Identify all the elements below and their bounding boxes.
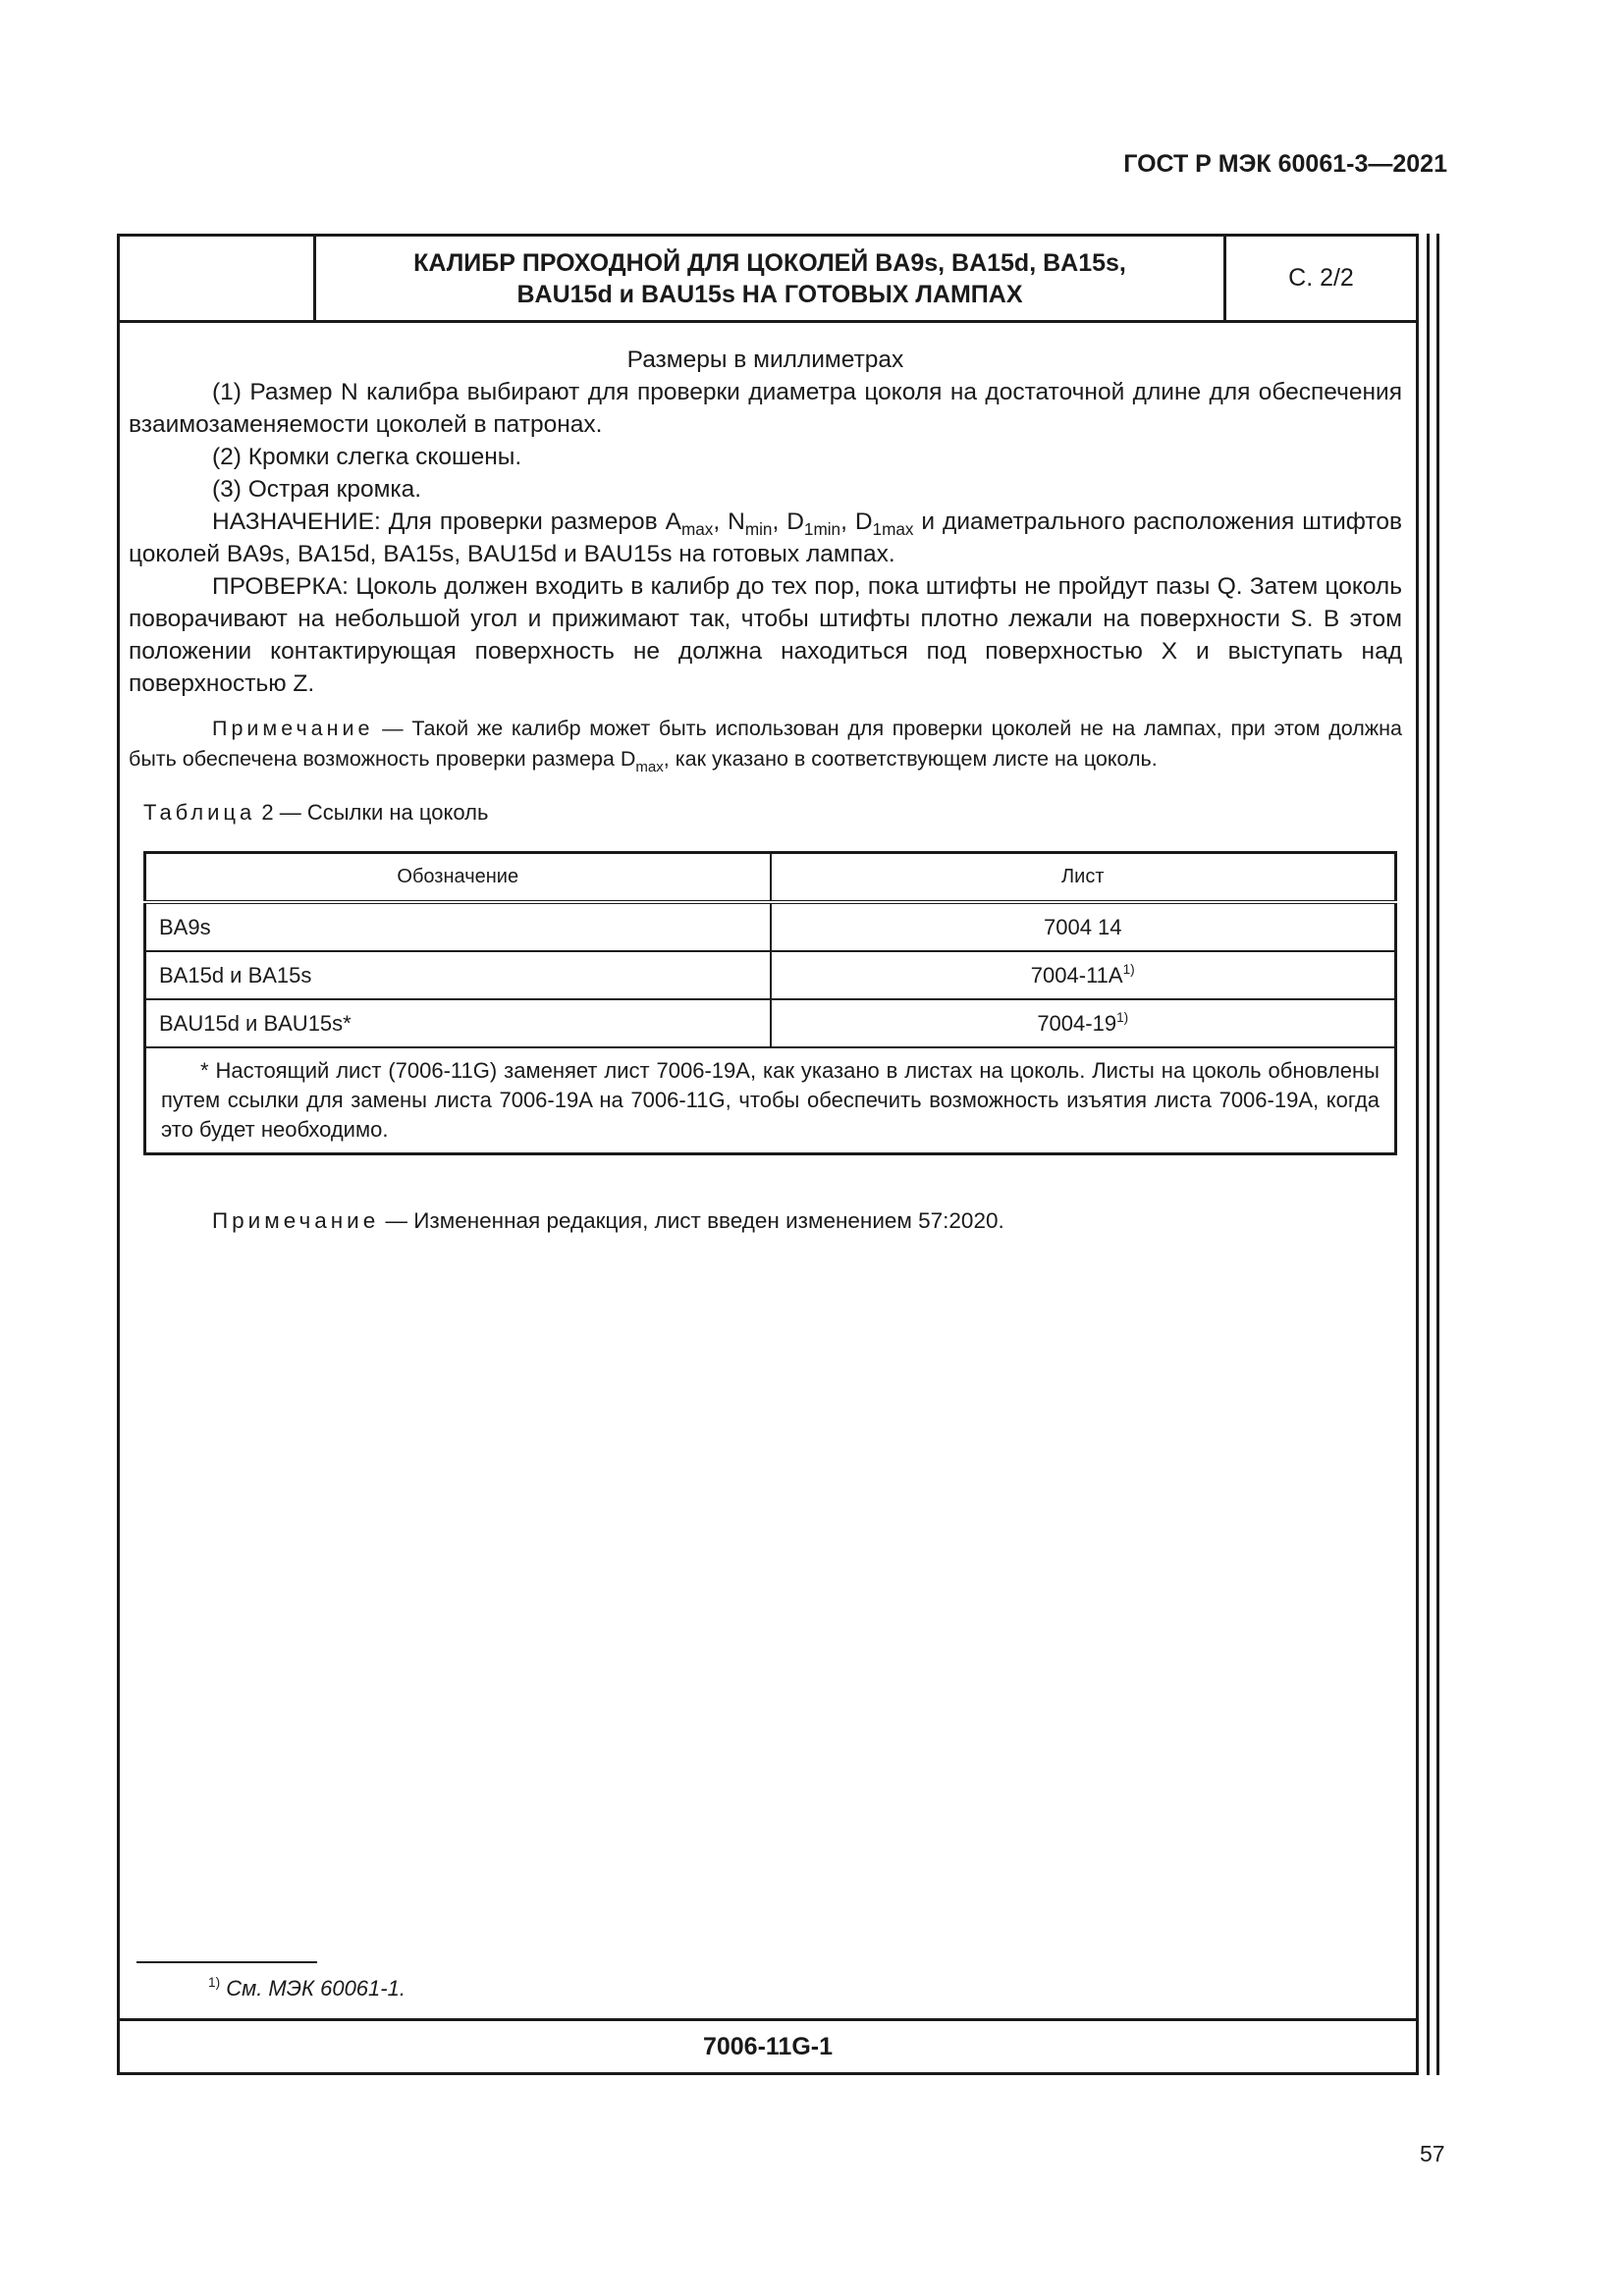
sheet-page-indicator: С. 2/2 (1288, 264, 1354, 292)
title-block-empty-cell (120, 237, 316, 320)
designation-cell: BA15d и BA15s (145, 951, 771, 999)
title-block (120, 237, 1416, 323)
table-caption: Таблица 2 — Ссылки на цоколь (143, 800, 489, 825)
table-row (145, 999, 1396, 1047)
column-header-designation: Обозначение (145, 853, 771, 903)
footnote-separator (136, 1961, 317, 1963)
remark-2: (2) Кромки слегка скошены. (212, 444, 522, 470)
note-paragraph: Примечание — Такой же калибр может быть использован для проверки цоколей не на лампах, при этом должна быть обеспечена возможность проверки размера $D_{max}$, как указано в соответствующем листе на цоколь. (129, 717, 1402, 775)
check-paragraph: ПРОВЕРКА: Цоколь должен входить в калибр до тех пор, пока штифты не пройдут пазы Q. Затем цоколь поворачивают на небольшой угол и прижимают так, чтобы штифты плотно лежали на поверхности S. В этом положении контактирующая поверхность не должна находиться под поверхностью X и выступать над поверхностью Z. (129, 573, 1402, 697)
purpose-paragraph: НАЗНАЧЕНИЕ: Для проверки размеров $A_{max}$, $N_{min}$, $D_{1min}$, $D_{1max}$ и диаметрального расположения штифтов цоколей BA9s, BA15d, BA15s, BAU15d и BAU15s на готовых лампах. (129, 508, 1402, 567)
footnote: $^{1)}$ См. МЭК 60061-1. (208, 1975, 406, 2001)
frame-double-rule-inner (1427, 234, 1430, 2075)
sheet-title-line1: КАЛИБР ПРОХОДНОЙ ДЛЯ ЦОКОЛЕЙ BA9s, BA15d, BA15s, (413, 248, 1126, 277)
table-footnote-row (145, 1047, 1396, 1154)
sheet-cell: 7004-19$^{1)}$ (771, 999, 1396, 1047)
designation-cell: BAU15d и BAU15s* (145, 999, 771, 1047)
standard-number: ГОСТ Р МЭК 60061-3—2021 (1123, 150, 1447, 178)
table-footnote: * Настоящий лист (7006-11G) заменяет лист 7006-19A, как указано в листах на цоколь. Листы на цоколь обновлены путем ссылки для замены листа 7006-19A на 7006-11G, чтобы обеспечить возможность изъятия листа 7006-19A, когда это будет необходимо. (145, 1047, 1396, 1154)
amendment-note: Примечание — Измененная редакция, лист введен изменением 57:2020. (212, 1208, 1004, 1233)
base-reference-table (143, 851, 1397, 1155)
sheet-frame (117, 234, 1419, 2075)
sheet-number: 7006-11G-1 (120, 2018, 1416, 2072)
units-note: Размеры в миллиметрах (626, 347, 904, 373)
sheet-title-line2: BAU15d и BAU15s НА ГОТОВЫХ ЛАМПАХ (516, 280, 1023, 308)
table-row (145, 951, 1396, 999)
table-row (145, 902, 1396, 951)
sheet-body (129, 344, 1402, 1237)
note-label: Примечание (212, 717, 374, 740)
sheet-cell: $7004-11A^{1)}$ (771, 951, 1396, 999)
page-number: 57 (1420, 2141, 1445, 2166)
table-header-row (145, 853, 1396, 903)
sheet-cell: 7004 14 (771, 902, 1396, 951)
remark-3: (3) Острая кромка. (212, 476, 422, 503)
sheet-title (316, 237, 1226, 320)
frame-double-rule-outer (1436, 234, 1439, 2075)
remark-1: (1) Размер N калибра выбирают для проверки диаметра цоколя на достаточной длине для обеспечения взаимозаменяемости цоколей в патронах. (129, 379, 1402, 438)
designation-cell: BA9s (145, 902, 771, 951)
column-header-sheet: Лист (771, 853, 1396, 903)
